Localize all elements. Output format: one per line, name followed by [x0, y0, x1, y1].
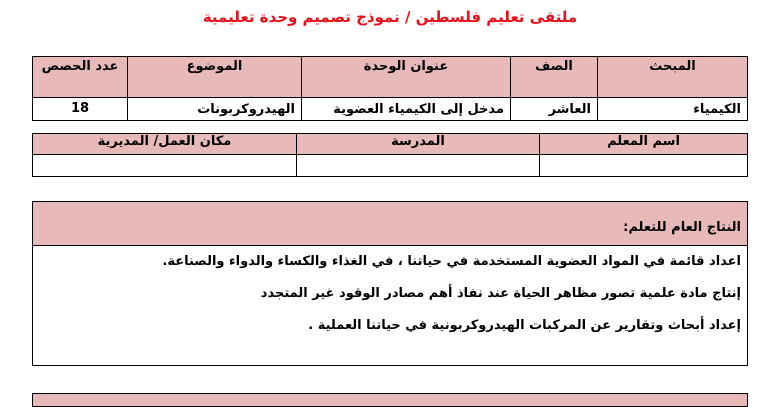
workplace-header: مكان العمل/ المديرية: [33, 134, 297, 155]
teacher-name-value[interactable]: [540, 155, 748, 177]
school-header: المدرسة: [297, 134, 540, 155]
outcome-item: اعداد قائمة في المواد العضوية المستخدمة في حياتنا ، في الغذاء والكساء والدواء والصناعة.: [162, 254, 741, 269]
lesson-count-value: 18: [33, 98, 128, 121]
unit-info-header-row: [33, 57, 748, 98]
unit-title-value: مدخل إلى الكيمياء العضوية: [302, 98, 511, 121]
teacher-name-header: اسم المعلم: [540, 134, 748, 155]
outcome-item: إعداد أبحاث وتقارير عن المركبات الهيدروكربونية في حياتنا العملية .: [308, 318, 741, 333]
subject-header: المبحث: [598, 57, 748, 98]
unit-info-value-row: [33, 98, 748, 121]
unit-info-table: [32, 56, 748, 121]
unit-title-header: عنوان الوحدة: [302, 57, 511, 98]
learning-outcomes-box: [32, 201, 748, 366]
subject-value: الكيمياء: [598, 98, 748, 121]
grade-value: العاشر: [511, 98, 598, 121]
grade-header: الصف: [511, 57, 598, 98]
teacher-info-header-row: [33, 134, 748, 155]
outcome-item: إنتاج مادة علمية تصور مظاهر الحياة عند نفاذ أهم مصادر الوقود غير المتجدد: [260, 286, 741, 301]
teacher-info-table: [32, 133, 748, 177]
lesson-count-header: عدد الحصص: [33, 57, 128, 98]
learning-outcomes-heading: النتاج العام للتعلم:: [33, 202, 747, 246]
topic-value: الهيدروكربونات: [128, 98, 302, 121]
workplace-value[interactable]: [33, 155, 297, 177]
topic-header: الموضوع: [128, 57, 302, 98]
document-title: ملتقى تعليم فلسطين / نموذج تصميم وحدة تعليمية: [202, 8, 578, 26]
teacher-info-value-row: [33, 155, 748, 177]
school-value[interactable]: [297, 155, 540, 177]
